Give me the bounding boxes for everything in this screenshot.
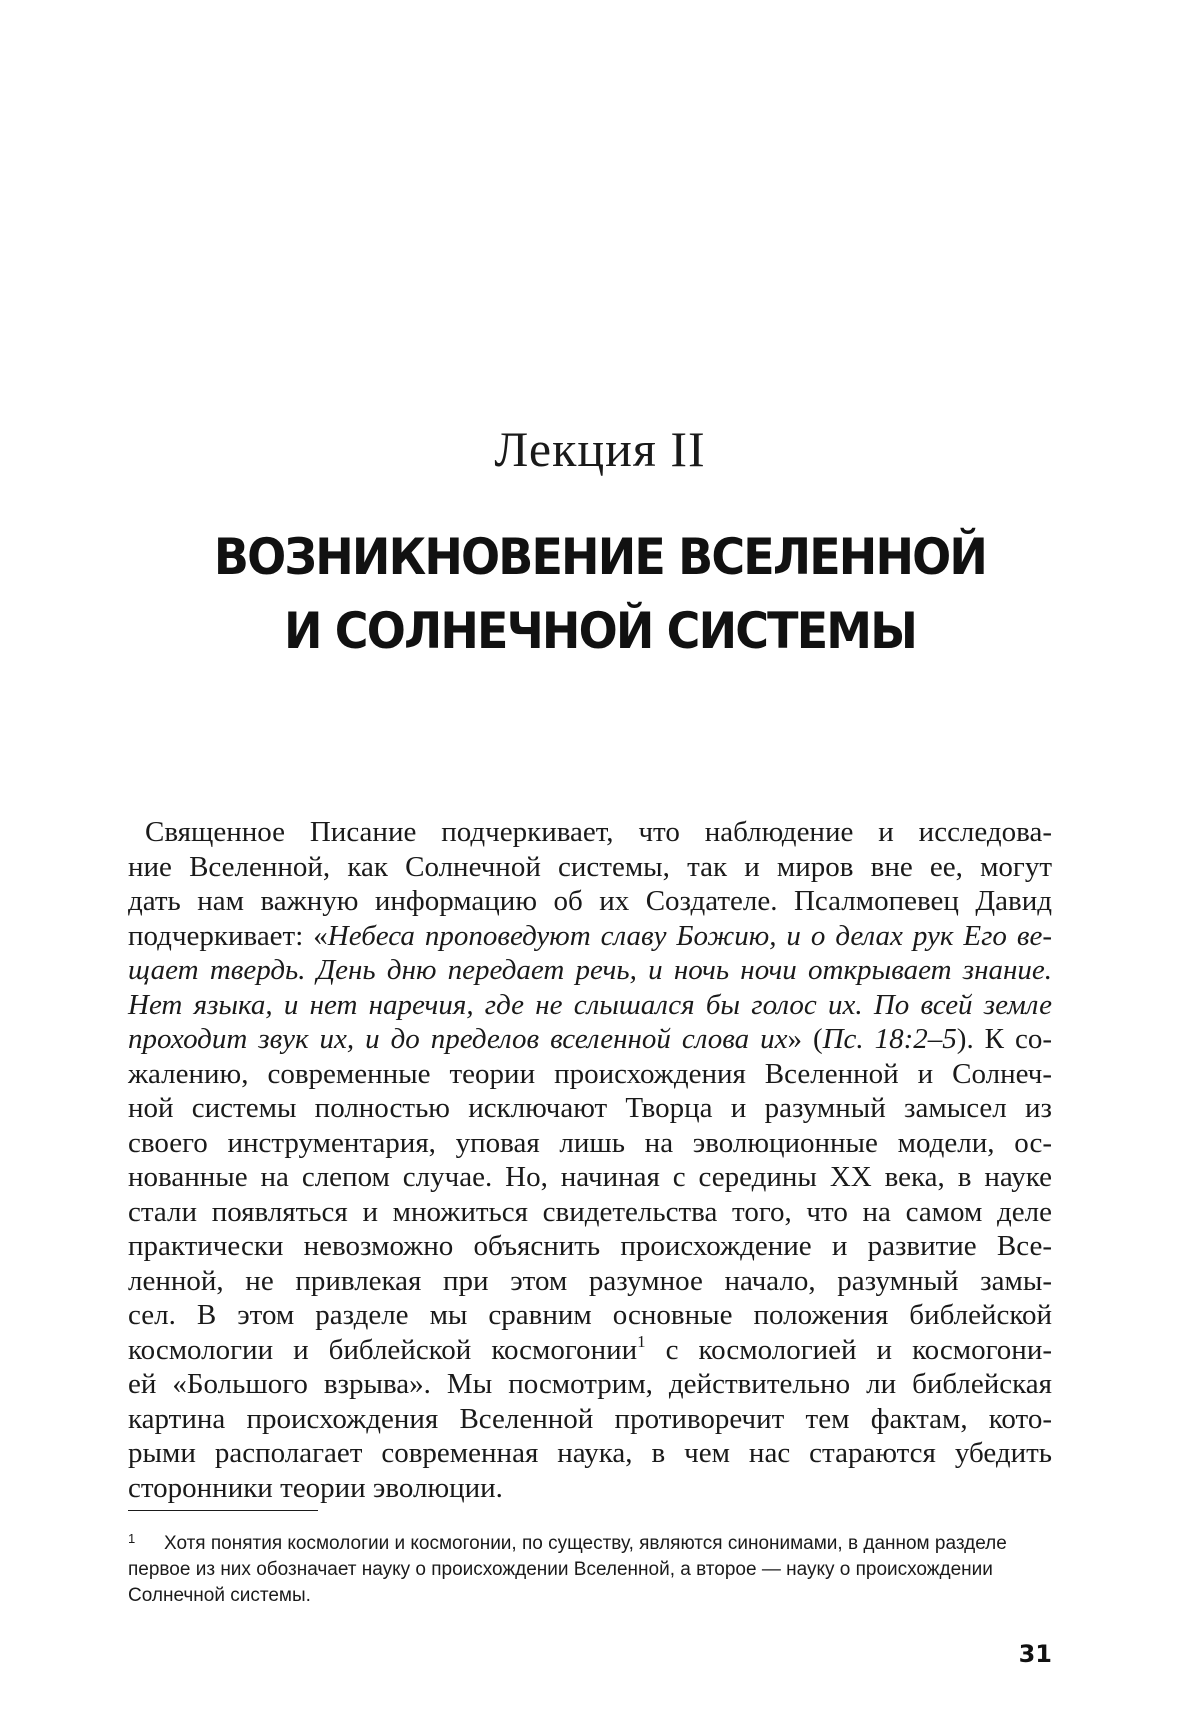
body-line: ленной, не привлекая при этом разумное начало, разумный замы-	[128, 1264, 1052, 1297]
body-line: рыми располагает современная наука, в чем нас стараются убедить	[128, 1437, 1052, 1469]
body-line: дать нам важную информацию об их Создателе. Псалмопевец Давид	[128, 885, 1052, 917]
footnote-line: первое из них обозначает науку о происхождении Вселенной, а второе — науку о происхождении	[128, 1559, 993, 1580]
body-text-segment: » (	[787, 1023, 823, 1055]
body-line: стали появляться и множиться свидетельства того, что на самом деле	[128, 1195, 1052, 1228]
chapter-title-line-1: ВОЗНИКНОВЕНИЕ ВСЕЛЕННОЙ	[213, 528, 987, 586]
footnote	[128, 1526, 1052, 1609]
psalm-quote: Нет языка, и нет наречия, где не слышался бы голос их. По всей земле	[128, 988, 1052, 1021]
psalm-quote: проходит звук их, и до пределов вселенной слова их	[128, 1023, 788, 1055]
footnote-text: Хотя понятия космологии и космогонии, по существу, являются синонимами, в данном разделе	[164, 1533, 1007, 1554]
body-line	[128, 1333, 1052, 1368]
footnote-marker: 1	[637, 1331, 646, 1351]
footnote-line: Солнечной системы.	[128, 1585, 311, 1606]
body-paragraph	[128, 815, 1052, 1505]
chapter-title-line-2: И СОЛНЕЧНОЙ СИСТЕМЫ	[283, 602, 917, 660]
footnote-number: 1	[128, 1531, 136, 1546]
body-text-segment: космологии и библейской космогонии	[128, 1333, 638, 1366]
psalm-quote: щает твердь. День дню передает речь, и ночь ночи открывает знание.	[128, 954, 1052, 986]
body-line: ной системы полностью исключают Творца и разумный замысел из	[128, 1092, 1052, 1124]
body-line	[128, 919, 1052, 954]
scripture-reference: Пс. 18:2–5	[822, 1023, 957, 1055]
body-line: сел. В этом разделе мы сравним основные положения библейской	[128, 1299, 1052, 1331]
footnote-divider	[128, 1510, 318, 1511]
page-number: 31	[1018, 1640, 1052, 1668]
chapter-title	[0, 520, 1200, 668]
body-line: жалению, современные теории происхождения Вселенной и Солнеч-	[128, 1057, 1052, 1090]
body-line: ей «Большого взрыва». Мы посмотрим, действительно ли библейская	[128, 1368, 1052, 1400]
body-text-segment: подчеркивает: «	[128, 919, 328, 952]
body-line: своего инструментария, уповая лишь на эволюционные модели, ос-	[128, 1126, 1052, 1159]
body-line: картина происхождения Вселенной противоречит тем фактам, кото-	[128, 1402, 1052, 1435]
body-line	[128, 1022, 1052, 1057]
body-line: нованные на слепом случае. Но, начиная с середины XX века, в науке	[128, 1161, 1052, 1193]
body-text-segment: с космологией и космогони-	[645, 1333, 1052, 1366]
body-line: практически невозможно объяснить происхождение и развитие Все-	[128, 1230, 1052, 1262]
body-line: ние Вселенной, как Солнечной системы, так и миров вне ее, могут	[128, 850, 1052, 883]
lecture-label: Лекция II	[494, 421, 706, 477]
footnote-line	[128, 1526, 1052, 1557]
body-line: Священное Писание подчеркивает, что наблюдение и исследова-	[145, 816, 1052, 848]
body-line: сторонники теории эволюции.	[128, 1471, 503, 1504]
body-text-segment: ). К со-	[956, 1023, 1052, 1055]
psalm-quote: Небеса проповедуют славу Божию, и о делах рук Его ве-	[327, 919, 1053, 952]
